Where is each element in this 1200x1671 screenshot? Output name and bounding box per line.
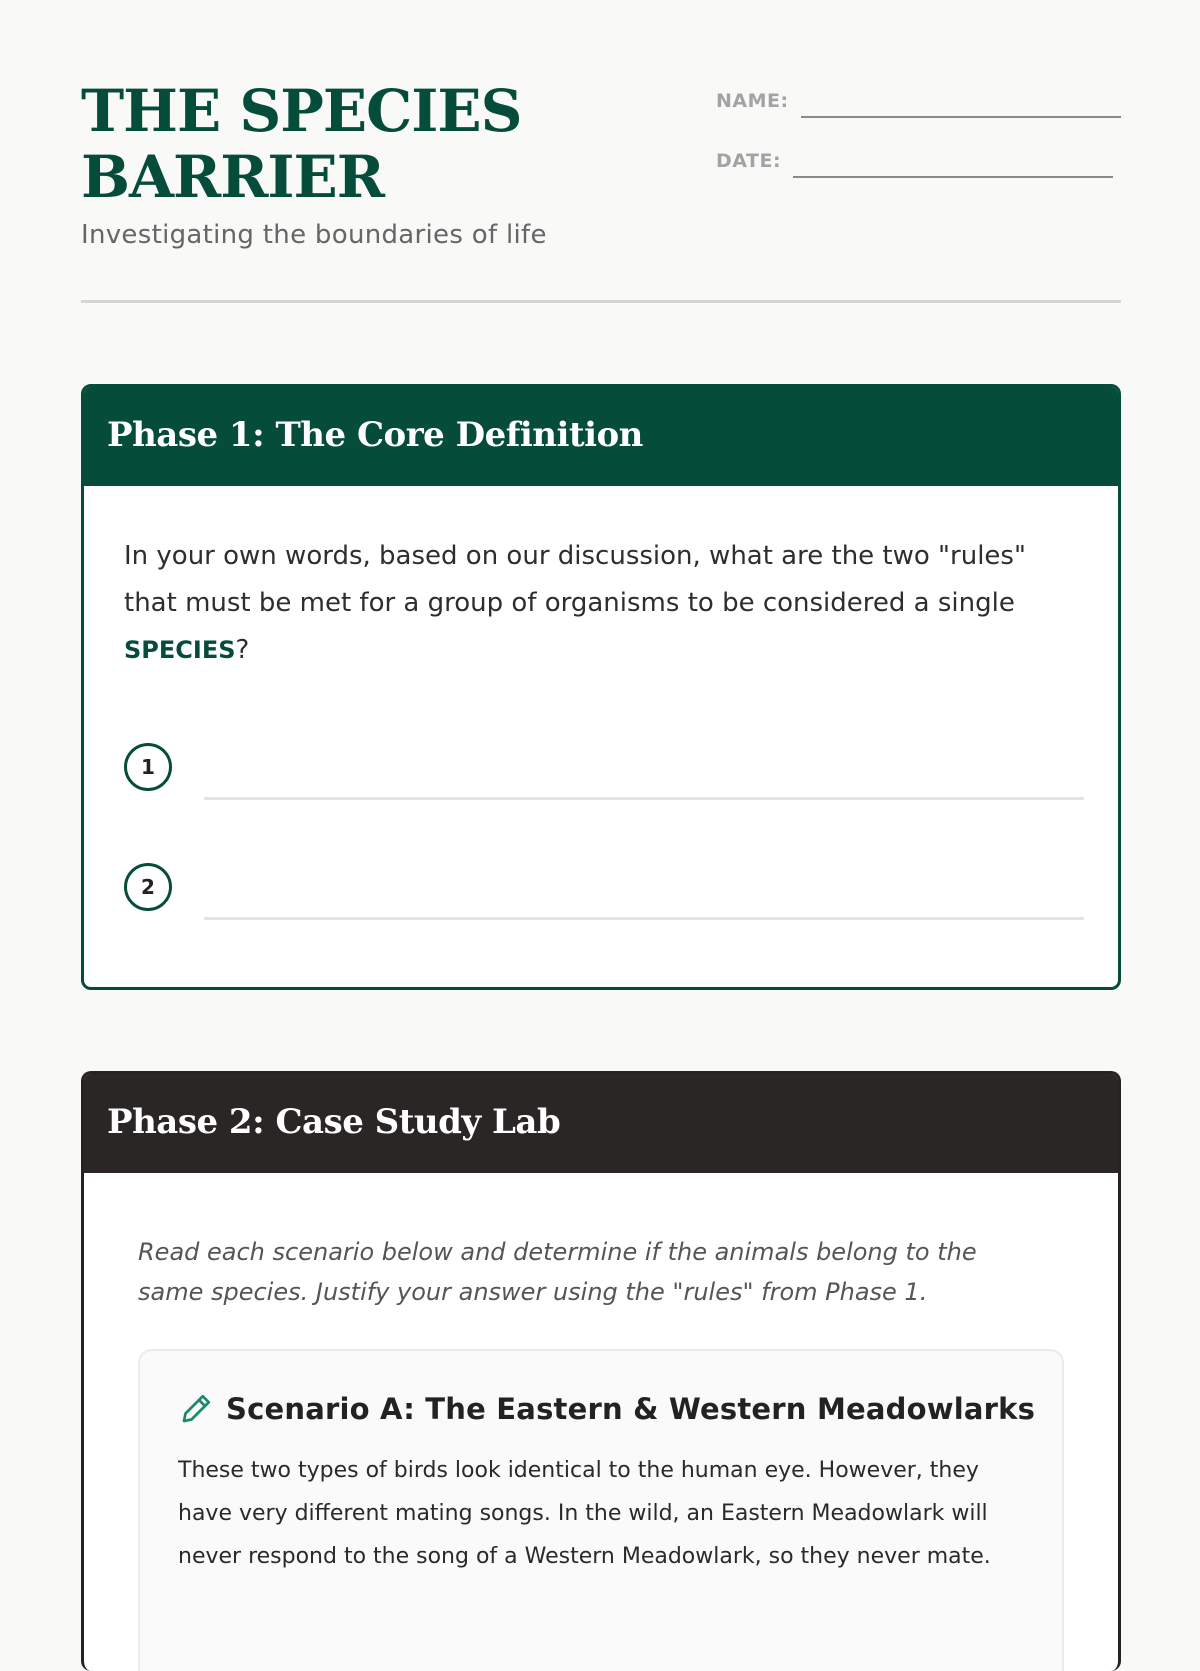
phase2-heading: Phase 2: Case Study Lab	[81, 1071, 1121, 1173]
answer-line-2[interactable]	[204, 917, 1084, 920]
phase1-question	[124, 533, 1084, 674]
answer-row-2	[124, 863, 1084, 919]
header-divider	[81, 300, 1121, 303]
name-label: NAME:	[716, 90, 789, 112]
answer-line-1[interactable]	[204, 797, 1084, 800]
phase1-heading: Phase 1: The Core Definition	[81, 384, 1121, 486]
scenario-title-row	[178, 1391, 1035, 1427]
answer-row-1	[124, 743, 1084, 799]
date-input-line[interactable]	[793, 146, 1113, 178]
answer-number-badge: 1	[124, 743, 172, 791]
name-field	[716, 86, 1121, 118]
worksheet-header	[81, 0, 1121, 304]
name-input-line[interactable]	[801, 86, 1121, 118]
question-mark: ?	[235, 635, 250, 665]
question-text: In your own words, based on our discussion, what are the two "rules" that must be met for a group of organisms to be considered a single	[124, 541, 1026, 618]
date-field	[716, 146, 1113, 178]
phase1-card	[81, 384, 1121, 990]
answer-number-badge: 2	[124, 863, 172, 911]
phase2-card	[81, 1071, 1121, 1671]
pencil-icon	[178, 1391, 214, 1427]
date-label: DATE:	[716, 150, 782, 172]
species-keyword: SPECIES	[124, 636, 236, 664]
scenario-a-card	[138, 1349, 1064, 1671]
phase2-instructions: Read each scenario below and determine if the animals belong to the same species. Justify your answer using the "rules" from Phase 1.	[138, 1238, 977, 1306]
page-subtitle: Investigating the boundaries of life	[81, 220, 547, 250]
page-title: THE SPECIES BARRIER	[81, 77, 522, 211]
scenario-text: These two types of birds look identical to the human eye. However, they have very different mating songs. In the wild, an Eastern Meadowlark will never respond to the song of a Western Meadowlark, so they never mate.	[178, 1458, 991, 1569]
worksheet-page	[81, 0, 1121, 1569]
scenario-title: Scenario A: The Eastern & Western Meadowlarks	[226, 1392, 1036, 1426]
